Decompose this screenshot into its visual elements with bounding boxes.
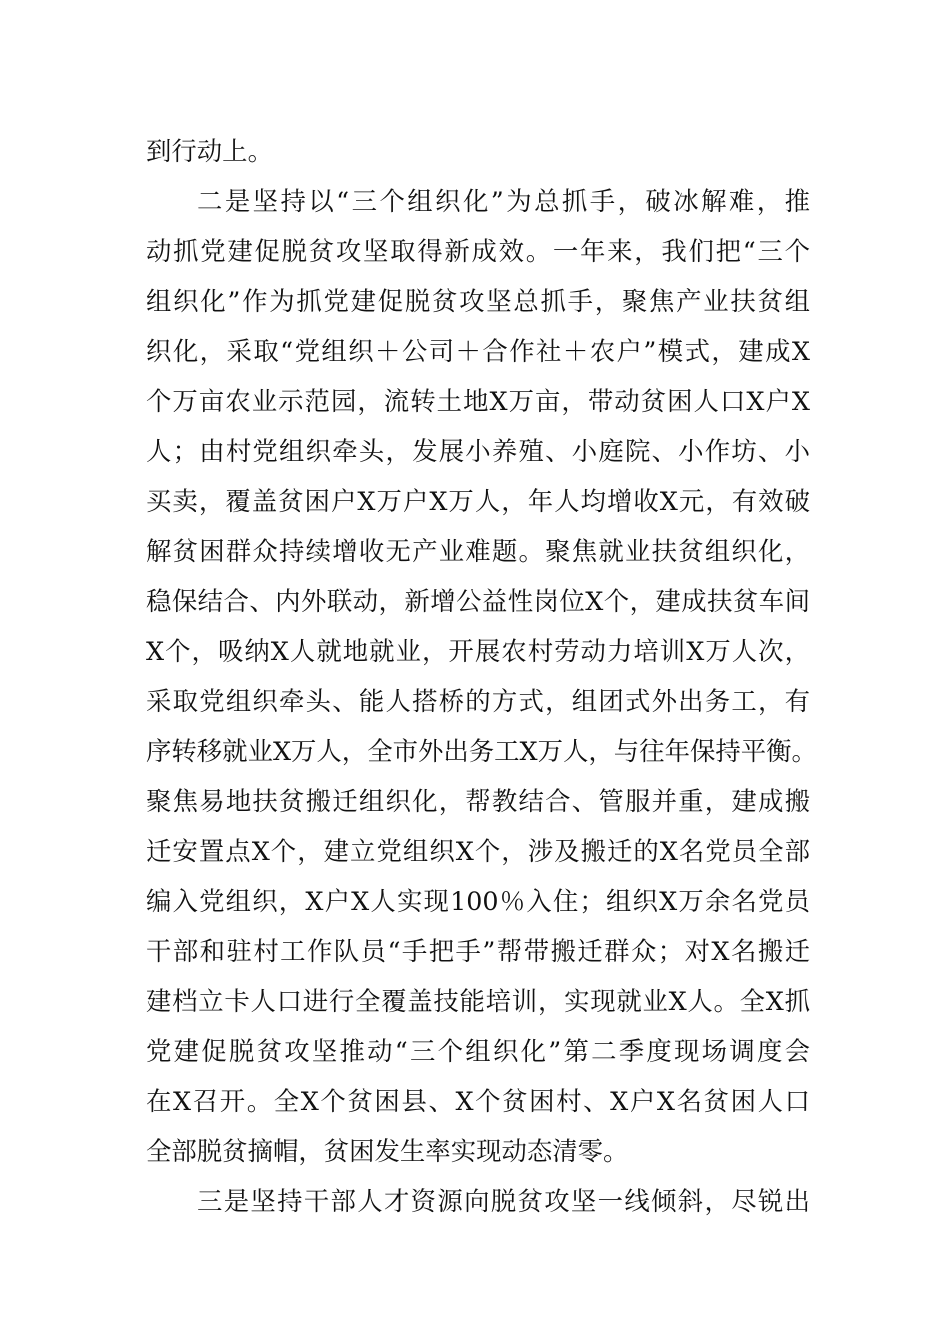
text-line: 人；由村党组织牵头，发展小养殖、小庭院、小作坊、小 (146, 436, 810, 466)
text-line: 织化，采取“党组织＋公司＋合作社＋农户”模式，建成X (146, 336, 810, 366)
body-text (146, 126, 817, 1226)
text-line: 党建促脱贫攻坚推动“三个组织化”第二季度现场调度会 (146, 1036, 810, 1066)
paragraph-end-line: 全部脱贫摘帽，贫困发生率实现动态清零。 (146, 1136, 629, 1166)
text-line: 解贫困群众持续增收无产业难题。聚焦就业扶贫组织化， (146, 536, 810, 566)
paragraph-start-line: 三是坚持干部人才资源向脱贫攻坚一线倾斜，尽锐出 (197, 1186, 810, 1216)
text-line: 编入党组织，X户X人实现100％入住；组织X万余名党员 (146, 886, 810, 916)
text-line: 在X召开。全X个贫困县、X个贫困村、X户X名贫困人口 (146, 1086, 810, 1116)
text-line: X个，吸纳X人就地就业，开展农村劳动力培训X万人次， (146, 636, 810, 666)
text-line: 干部和驻村工作队员“手把手”帮带搬迁群众；对X名搬迁 (146, 936, 810, 966)
text-line: 到行动上。 (146, 136, 273, 166)
text-line: 迁安置点X个，建立党组织X个，涉及搬迁的X名党员全部 (146, 836, 810, 866)
text-line: 聚焦易地扶贫搬迁组织化，帮教结合、管服并重，建成搬 (146, 786, 810, 816)
text-line: 动抓党建促脱贫攻坚取得新成效。一年来，我们把“三个 (146, 236, 810, 266)
text-line: 稳保结合、内外联动，新增公益性岗位X个，建成扶贫车间 (146, 586, 810, 616)
text-line: 组织化”作为抓党建促脱贫攻坚总抓手，聚焦产业扶贫组 (146, 286, 810, 316)
text-line: 采取党组织牵头、能人搭桥的方式，组团式外出务工，有 (146, 686, 810, 716)
text-line: 建档立卡人口进行全覆盖技能培训，实现就业X人。全X抓 (146, 986, 810, 1016)
text-line: 买卖，覆盖贫困户X万户X万人，年人均增收X元，有效破 (146, 486, 810, 516)
paragraph-start-line: 二是坚持以“三个组织化”为总抓手，破冰解难，推 (197, 186, 810, 216)
text-line: 个万亩农业示范园，流转土地X万亩，带动贫困人口X户X (146, 386, 810, 416)
text-line: 序转移就业X万人，全市外出务工X万人，与往年保持平衡。 (146, 736, 817, 766)
